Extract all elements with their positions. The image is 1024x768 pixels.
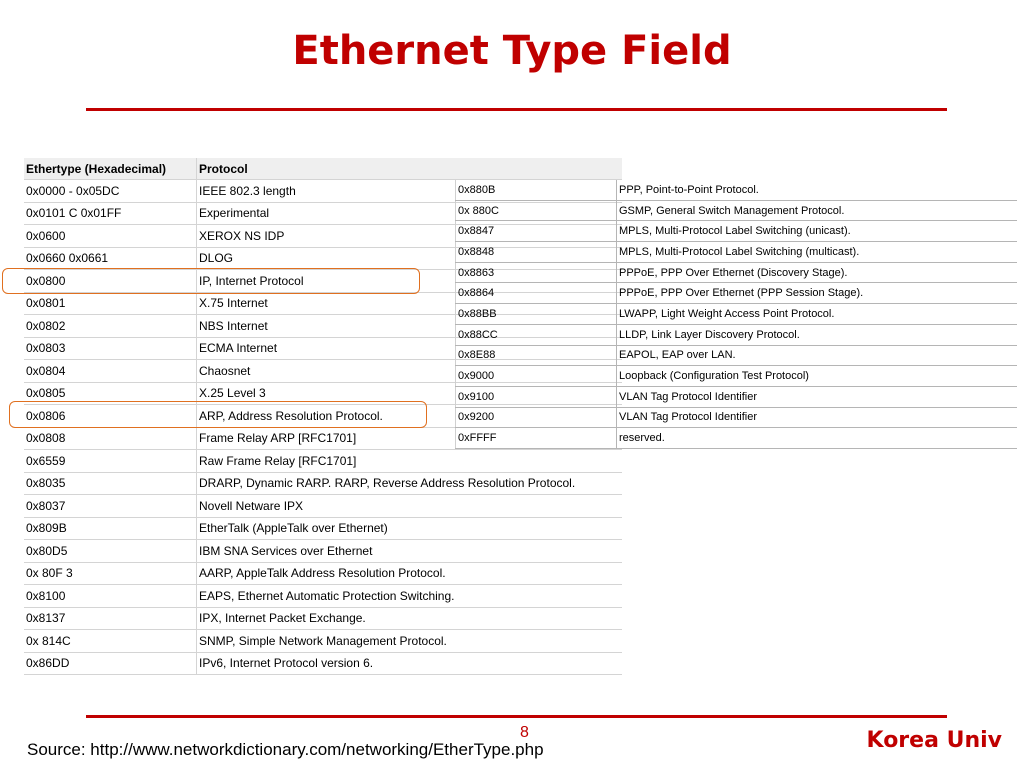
table-row — [456, 366, 1018, 387]
table-row — [456, 345, 1018, 366]
protocol-cell: DRARP, Dynamic RARP. RARP, Reverse Address Resolution Protocol. — [197, 472, 623, 495]
source-citation: Source: http://www.networkdictionary.com/networking/EtherType.php — [27, 740, 544, 759]
protocol-cell: AARP, AppleTalk Address Resolution Protocol. — [197, 562, 623, 585]
protocol-cell: GSMP, General Switch Management Protocol. — [617, 200, 1018, 221]
column-header-protocol: Protocol — [197, 158, 623, 180]
table-row — [456, 283, 1018, 304]
protocol-cell: ARP, Address Resolution Protocol. — [197, 405, 623, 428]
ethertype-cell: 0x 814C — [24, 630, 197, 653]
protocol-cell: Chaosnet — [197, 360, 623, 383]
protocol-cell: PPPoE, PPP Over Ethernet (PPP Session Stage). — [617, 283, 1018, 304]
protocol-cell: EAPS, Ethernet Automatic Protection Switching. — [197, 585, 623, 608]
protocol-cell: MPLS, Multi-Protocol Label Switching (multicast). — [617, 242, 1018, 263]
table-row — [456, 200, 1018, 221]
table-row — [456, 242, 1018, 263]
table-row — [456, 324, 1018, 345]
protocol-cell: IPv6, Internet Protocol version 6. — [197, 652, 623, 675]
ethertype-cell: 0x88BB — [456, 304, 617, 325]
ethertype-cell: 0x0660 0x0661 — [24, 247, 197, 270]
protocol-cell: EtherTalk (AppleTalk over Ethernet) — [197, 517, 623, 540]
ethertype-cell: 0x809B — [24, 517, 197, 540]
protocol-cell: ECMA Internet — [197, 337, 623, 360]
ethertype-cell: 0x0000 - 0x05DC — [24, 180, 197, 203]
protocol-cell: XEROX NS IDP — [197, 225, 623, 248]
table-row — [24, 652, 622, 675]
ethertype-cell: 0x9100 — [456, 386, 617, 407]
table-row — [24, 450, 622, 473]
protocol-cell: Novell Netware IPX — [197, 495, 623, 518]
ethertype-cell: 0x0803 — [24, 337, 197, 360]
ethertype-cell: 0x86DD — [24, 652, 197, 675]
table-row — [456, 386, 1018, 407]
protocol-cell: Loopback (Configuration Test Protocol) — [617, 366, 1018, 387]
table-row — [456, 428, 1018, 449]
ethertype-cell: 0x 80F 3 — [24, 562, 197, 585]
ethertype-cell: 0x6559 — [24, 450, 197, 473]
ethertype-cell: 0x9200 — [456, 407, 617, 428]
table-row — [24, 472, 622, 495]
protocol-cell: Frame Relay ARP [RFC1701] — [197, 427, 623, 450]
protocol-cell: IBM SNA Services over Ethernet — [197, 540, 623, 563]
protocol-cell: PPP, Point-to-Point Protocol. — [617, 180, 1018, 200]
ethertype-cell: 0x0801 — [24, 292, 197, 315]
page-number: 8 — [520, 724, 529, 741]
table-row — [24, 630, 622, 653]
slide-title: Ethernet Type Field — [292, 28, 732, 74]
protocol-cell: LWAPP, Light Weight Access Point Protocol. — [617, 304, 1018, 325]
table-row — [24, 540, 622, 563]
table-row — [24, 585, 622, 608]
protocol-cell: NBS Internet — [197, 315, 623, 338]
table-row — [24, 607, 622, 630]
ethertype-cell: 0x8848 — [456, 242, 617, 263]
ethertype-cell: 0x8100 — [24, 585, 197, 608]
protocol-cell: PPPoE, PPP Over Ethernet (Discovery Stage). — [617, 262, 1018, 283]
table-row — [24, 495, 622, 518]
ethertype-cell: 0x8035 — [24, 472, 197, 495]
footer-divider — [86, 715, 947, 718]
ethertype-cell: 0x80D5 — [24, 540, 197, 563]
ethertype-cell: 0x0804 — [24, 360, 197, 383]
ethertype-cell: 0x0101 C 0x01FF — [24, 202, 197, 225]
table-row — [24, 517, 622, 540]
protocol-cell: VLAN Tag Protocol Identifier — [617, 407, 1018, 428]
protocol-cell: Raw Frame Relay [RFC1701] — [197, 450, 623, 473]
ethertype-cell: 0x8847 — [456, 221, 617, 242]
ethertype-cell: 0x 880C — [456, 200, 617, 221]
ethertype-cell: 0x8037 — [24, 495, 197, 518]
ethertype-cell: 0xFFFF — [456, 428, 617, 449]
column-header-ethertype: Ethertype (Hexadecimal) — [24, 158, 197, 180]
ethertype-cell: 0x8E88 — [456, 345, 617, 366]
table-header-row — [24, 158, 622, 180]
highlight-ip-row — [2, 268, 420, 294]
ethertype-cell: 0x8864 — [456, 283, 617, 304]
table-row — [456, 304, 1018, 325]
title-divider — [86, 108, 947, 111]
ethertype-side-table — [455, 180, 1017, 449]
ethertype-cell: 0x0600 — [24, 225, 197, 248]
brand-label: Korea Univ — [866, 728, 1002, 753]
ethertype-cell: 0x9000 — [456, 366, 617, 387]
ethertype-cell: 0x8137 — [24, 607, 197, 630]
table-row — [456, 262, 1018, 283]
protocol-cell: VLAN Tag Protocol Identifier — [617, 386, 1018, 407]
protocol-cell: DLOG — [197, 247, 623, 270]
ethertype-cell: 0x0805 — [24, 382, 197, 405]
ethertype-cell: 0x8863 — [456, 262, 617, 283]
ethertype-cell: 0x0802 — [24, 315, 197, 338]
ethertype-cell: 0x880B — [456, 180, 617, 200]
ethertype-cell: 0x0808 — [24, 427, 197, 450]
protocol-cell: SNMP, Simple Network Management Protocol. — [197, 630, 623, 653]
table-row — [456, 180, 1018, 200]
protocol-cell: reserved. — [617, 428, 1018, 449]
protocol-cell: IPX, Internet Packet Exchange. — [197, 607, 623, 630]
protocol-cell: IP, Internet Protocol — [197, 270, 623, 293]
table-row — [456, 221, 1018, 242]
protocol-cell: MPLS, Multi-Protocol Label Switching (unicast). — [617, 221, 1018, 242]
protocol-cell: X.75 Internet — [197, 292, 623, 315]
ethertype-cell: 0x0806 — [24, 405, 197, 428]
protocol-cell: X.25 Level 3 — [197, 382, 623, 405]
protocol-cell: Experimental — [197, 202, 623, 225]
protocol-cell: LLDP, Link Layer Discovery Protocol. — [617, 324, 1018, 345]
table-row — [24, 562, 622, 585]
protocol-cell: IEEE 802.3 length — [197, 180, 623, 203]
protocol-cell: EAPOL, EAP over LAN. — [617, 345, 1018, 366]
highlight-arp-row — [9, 401, 427, 428]
ethertype-cell: 0x0800 — [24, 270, 197, 293]
table-row — [456, 407, 1018, 428]
ethertype-cell: 0x88CC — [456, 324, 617, 345]
